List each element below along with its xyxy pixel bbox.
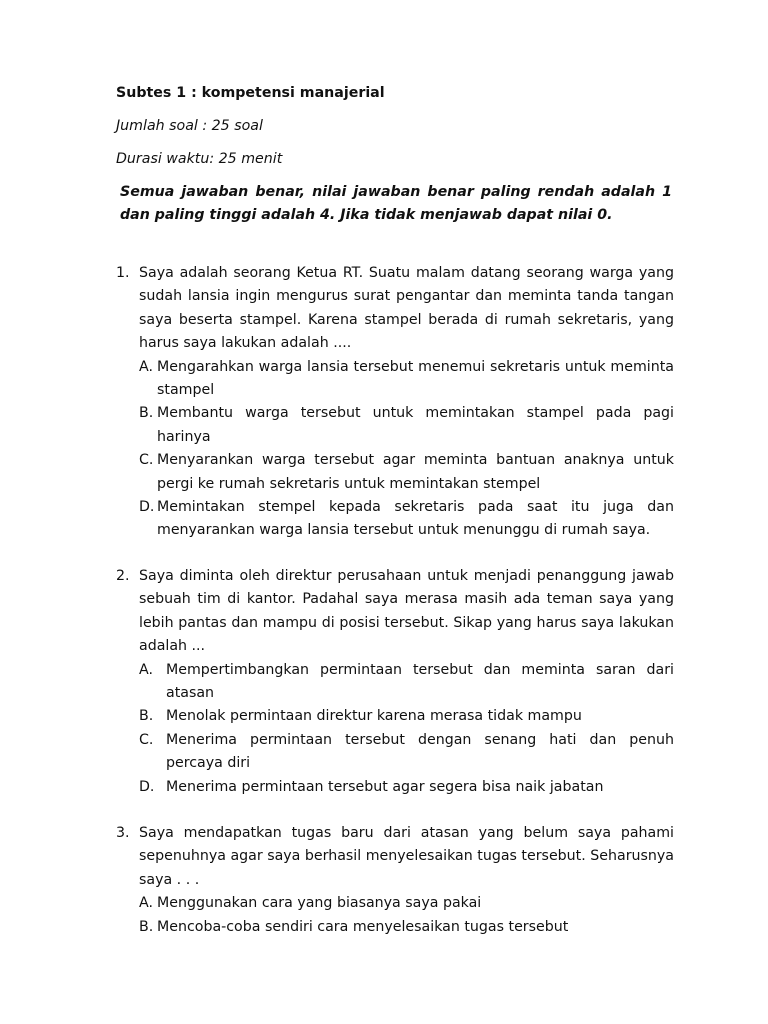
option-b [139,916,674,939]
option-label: C. [139,731,154,748]
option-c [139,449,674,496]
option-c [139,729,674,776]
option-d [139,776,674,799]
option-text: Mencoba-coba sendiri cara menyelesaikan tugas tersebut [157,918,569,935]
option-label: D. [139,499,155,516]
question-1 [116,262,674,543]
subtest-title: Subtes 1 : kompetensi manajerial [116,85,385,101]
option-text: Menerima permintaan tersebut dengan senang hati dan penuh percaya diri [166,731,674,772]
options-list [139,356,674,543]
option-a [139,892,674,915]
question-stem [116,262,674,356]
question-2 [116,565,674,799]
option-text: Mempertimbangkan permintaan tersebut dan meminta saran dari atasan [166,661,674,702]
option-label: D. [139,778,155,795]
option-text: Memintakan stempel kepada sekretaris pada saat itu juga dan menyarankan warga lansia tersebut untuk menunggu di rumah saya. [157,499,674,539]
option-text: Menolak permintaan direktur karena merasa tidak mampu [166,708,582,725]
option-label: B. [139,918,154,935]
option-label: A. [139,895,153,912]
options-list [139,659,674,799]
instructions: Semua jawaban benar, nilai jawaban benar paling rendah adalah 1 dan paling tinggi adalah 4. Jika tidak menjawab dapat nilai 0. [120,184,672,224]
options-list [139,892,674,939]
option-label: A. [139,358,153,375]
option-label: B. [139,405,154,422]
option-b [139,705,674,728]
option-text: Membantu warga tersebut untuk memintakan stampel pada pagi harinya [157,405,674,445]
option-label: B. [139,708,154,725]
option-a [139,356,674,403]
option-text: Mengarahkan warga lansia tersebut menemui sekretaris untuk meminta stampel [157,358,674,399]
option-b [139,402,674,449]
question-count: Jumlah soal : 25 soal [116,118,263,134]
question-stem [116,565,674,659]
question-text: Saya diminta oleh direktur perusahaan untuk menjadi penanggung jawab sebuah tim di kantor. Padahal saya merasa masih ada teman saya yang lebih pantas dan mampu di posisi tersebut. Sikap yang harus saya lakukan adalah ... [139,568,674,655]
option-label: A. [139,661,153,678]
option-text: Menerima permintaan tersebut agar segera bisa naik jabatan [166,778,604,795]
option-a [139,659,674,706]
question-text: Saya mendapatkan tugas baru dari atasan yang belum saya pahami sepenuhnya agar saya berhasil menyelesaikan tugas tersebut. Seharusnya saya . . . [139,825,674,888]
question-number: 3. [116,825,130,841]
duration: Durasi waktu: 25 menit [116,151,283,167]
question-text: Saya adalah seorang Ketua RT. Suatu malam datang seorang warga yang sudah lansia ingin mengurus surat pengantar dan meminta tanda tangan saya beserta stampel. Karena stampel berada di rumah sekretaris, yang harus saya lakukan adalah .... [139,265,674,352]
question-number: 1. [116,265,130,281]
option-text: Menggunakan cara yang biasanya saya pakai [157,895,482,912]
question-stem [116,822,674,892]
option-d [139,496,674,543]
option-label: C. [139,452,154,469]
question-number: 2. [116,568,130,584]
question-3 [116,822,674,939]
option-text: Menyarankan warga tersebut agar meminta bantuan anaknya untuk pergi ke rumah sekretaris untuk memintakan stempel [157,452,674,492]
